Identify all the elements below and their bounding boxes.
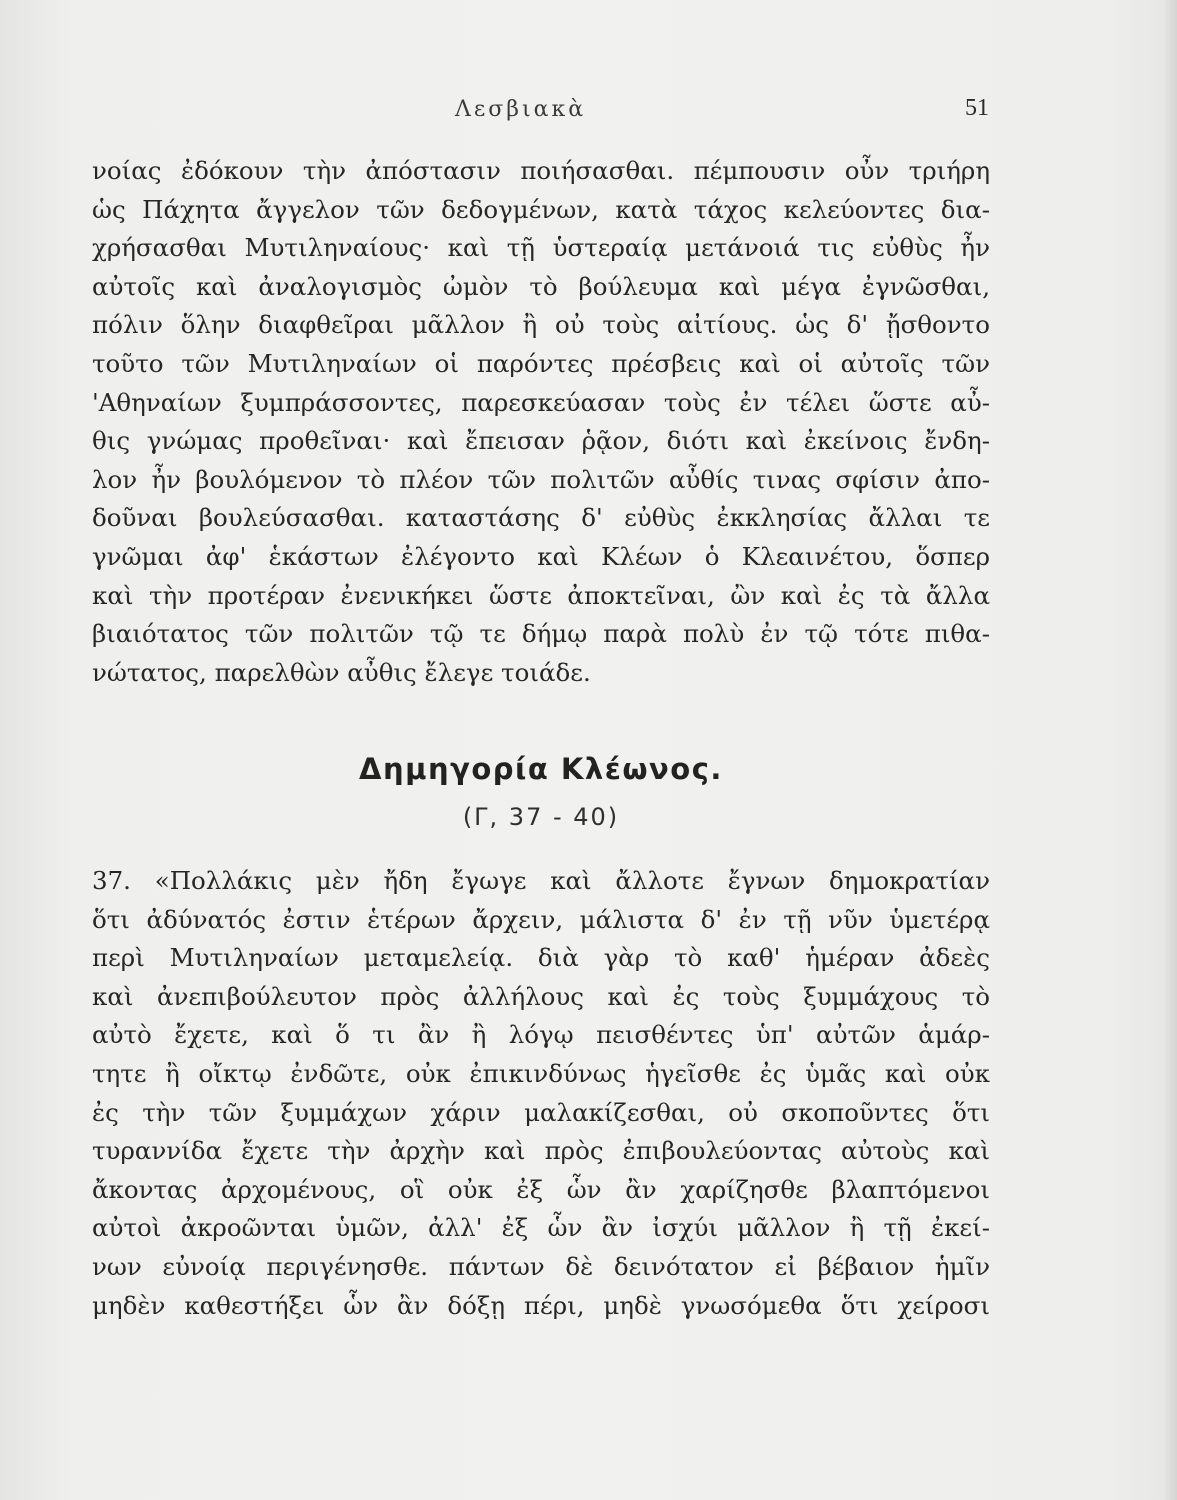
text-line: τυραννίδα ἔχετε τὴν ἀρχὴν καὶ πρὸς ἐπιβουλεύοντας αὐτοὺς καὶ bbox=[92, 1136, 990, 1166]
text-line: ἐς τὴν τῶν ξυμμάχων χάριν μαλακίζεσθαι, οὐ σκοποῦντες ὅτι bbox=[92, 1097, 990, 1127]
text-line: χρήσασθαι Μυτιληναίους· καὶ τῇ ὑστεραίᾳ μετάνοιά τις εὐθὺς ἦν bbox=[92, 233, 990, 263]
text-line: μηδὲν καθεστήξει ὧν ἂν δόξῃ πέρι, μηδὲ γνωσόμεθα ὅτι χείροσι bbox=[92, 1290, 990, 1320]
paragraph-narrative bbox=[92, 152, 990, 692]
text-line: λον ἦν βουλόμενον τὸ πλέον τῶν πολιτῶν αὖθίς τινας σφίσιν ἀπο- bbox=[92, 464, 990, 494]
text-line: 37. «Πολλάκις μὲν ἤδη ἔγωγε καὶ ἄλλοτε ἔγνων δημοκρατίαν bbox=[92, 866, 990, 895]
running-head: Λεσβιακὰ bbox=[455, 97, 587, 122]
text-line: περὶ Μυτιληναίων μεταμελείᾳ. διὰ γὰρ τὸ καθ' ἡμέραν ἀδεὲς bbox=[92, 943, 990, 973]
text-line: ἄκοντας ἀρχομένους, οἳ οὐκ ἐξ ὧν ἂν χαρίζησθε βλαπτόμενοι bbox=[92, 1174, 990, 1204]
section-reference: (Γ, 37 - 40) bbox=[462, 803, 620, 831]
text-line: νώτατος, παρελθὼν αὖθις ἔλεγε τοιάδε. bbox=[92, 657, 591, 687]
text-line: αὐτοὶ ἀκροῶνται ὑμῶν, ἀλλ' ἐξ ὧν ἂν ἰσχύι μᾶλλον ἢ τῇ ἐκεί- bbox=[92, 1213, 990, 1243]
text-line: δοῦναι βουλεύσασθαι. καταστάσης δ' εὐθὺς ἐκκλησίας ἄλλαι τε bbox=[92, 503, 990, 533]
paragraph-speech bbox=[92, 862, 990, 1325]
text-line: καὶ τὴν προτέραν ἐνενικήκει ὥστε ἀποκτεῖναι, ὢν καὶ ἐς τὰ ἄλλα bbox=[92, 580, 990, 610]
text-line: ὡς Πάχητα ἄγγελον τῶν δεδογμένων, κατὰ τάχος κελεύοντες δια- bbox=[92, 194, 990, 224]
text-line: 'Αθηναίων ξυμπράσσοντες, παρεσκεύασαν τοὺς ἐν τέλει ὥστε αὖ- bbox=[92, 387, 990, 417]
text-line: τητε ἢ οἴκτῳ ἐνδῶτε, οὐκ ἐπικινδύνως ἡγεῖσθε ἐς ὑμᾶς καὶ οὐκ bbox=[92, 1058, 990, 1088]
text-line: βιαιότατος τῶν πολιτῶν τῷ τε δήμῳ παρὰ πολὺ ἐν τῷ τότε πιθα- bbox=[92, 619, 990, 649]
text-line: αὐτὸ ἔχετε, καὶ ὅ τι ἂν ἢ λόγῳ πεισθέντες ὑπ' αὐτῶν ἁμάρ- bbox=[92, 1020, 990, 1050]
text-line: πόλιν ὅλην διαφθεῖραι μᾶλλον ἢ οὐ τοὺς αἰτίους. ὡς δ' ᾔσθοντο bbox=[92, 310, 990, 340]
text-line: αὐτοῖς καὶ ἀναλογισμὸς ὠμὸν τὸ βούλευμα καὶ μέγα ἐγνῶσθαι, bbox=[92, 271, 990, 301]
text-line: τοῦτο τῶν Μυτιληναίων οἱ παρόντες πρέσβεις καὶ οἱ αὐτοῖς τῶν bbox=[92, 348, 990, 378]
text-line: γνῶμαι ἀφ' ἑκάστων ἐλέγοντο καὶ Κλέων ὁ Κλεαινέτου, ὅσπερ bbox=[92, 541, 990, 571]
section-title: Δημηγορία Κλέωνος. bbox=[359, 752, 723, 786]
text-line: ὅτι ἀδύνατός ἐστιν ἑτέρων ἄρχειν, μάλιστα δ' ἐν τῇ νῦν ὑμετέρᾳ bbox=[92, 904, 990, 934]
text-line: καὶ ἀνεπιβούλευτον πρὸς ἀλλήλους καὶ ἐς τοὺς ξυμμάχους τὸ bbox=[92, 981, 990, 1011]
page-number: 51 bbox=[965, 95, 989, 121]
text-line: νων εὐνοίᾳ περιγένησθε. πάντων δὲ δεινότατον εἰ βέβαιον ἡμῖν bbox=[92, 1251, 990, 1281]
text-line: θις γνώμας προθεῖναι· καὶ ἔπεισαν ῥᾷον, διότι καὶ ἐκείνοις ἔνδη- bbox=[92, 426, 990, 456]
text-line: νοίας ἐδόκουν τὴν ἀπόστασιν ποιήσασθαι. πέμπουσιν οὖν τριήρη bbox=[92, 156, 990, 185]
page-edge-shadow bbox=[1163, 0, 1177, 1500]
